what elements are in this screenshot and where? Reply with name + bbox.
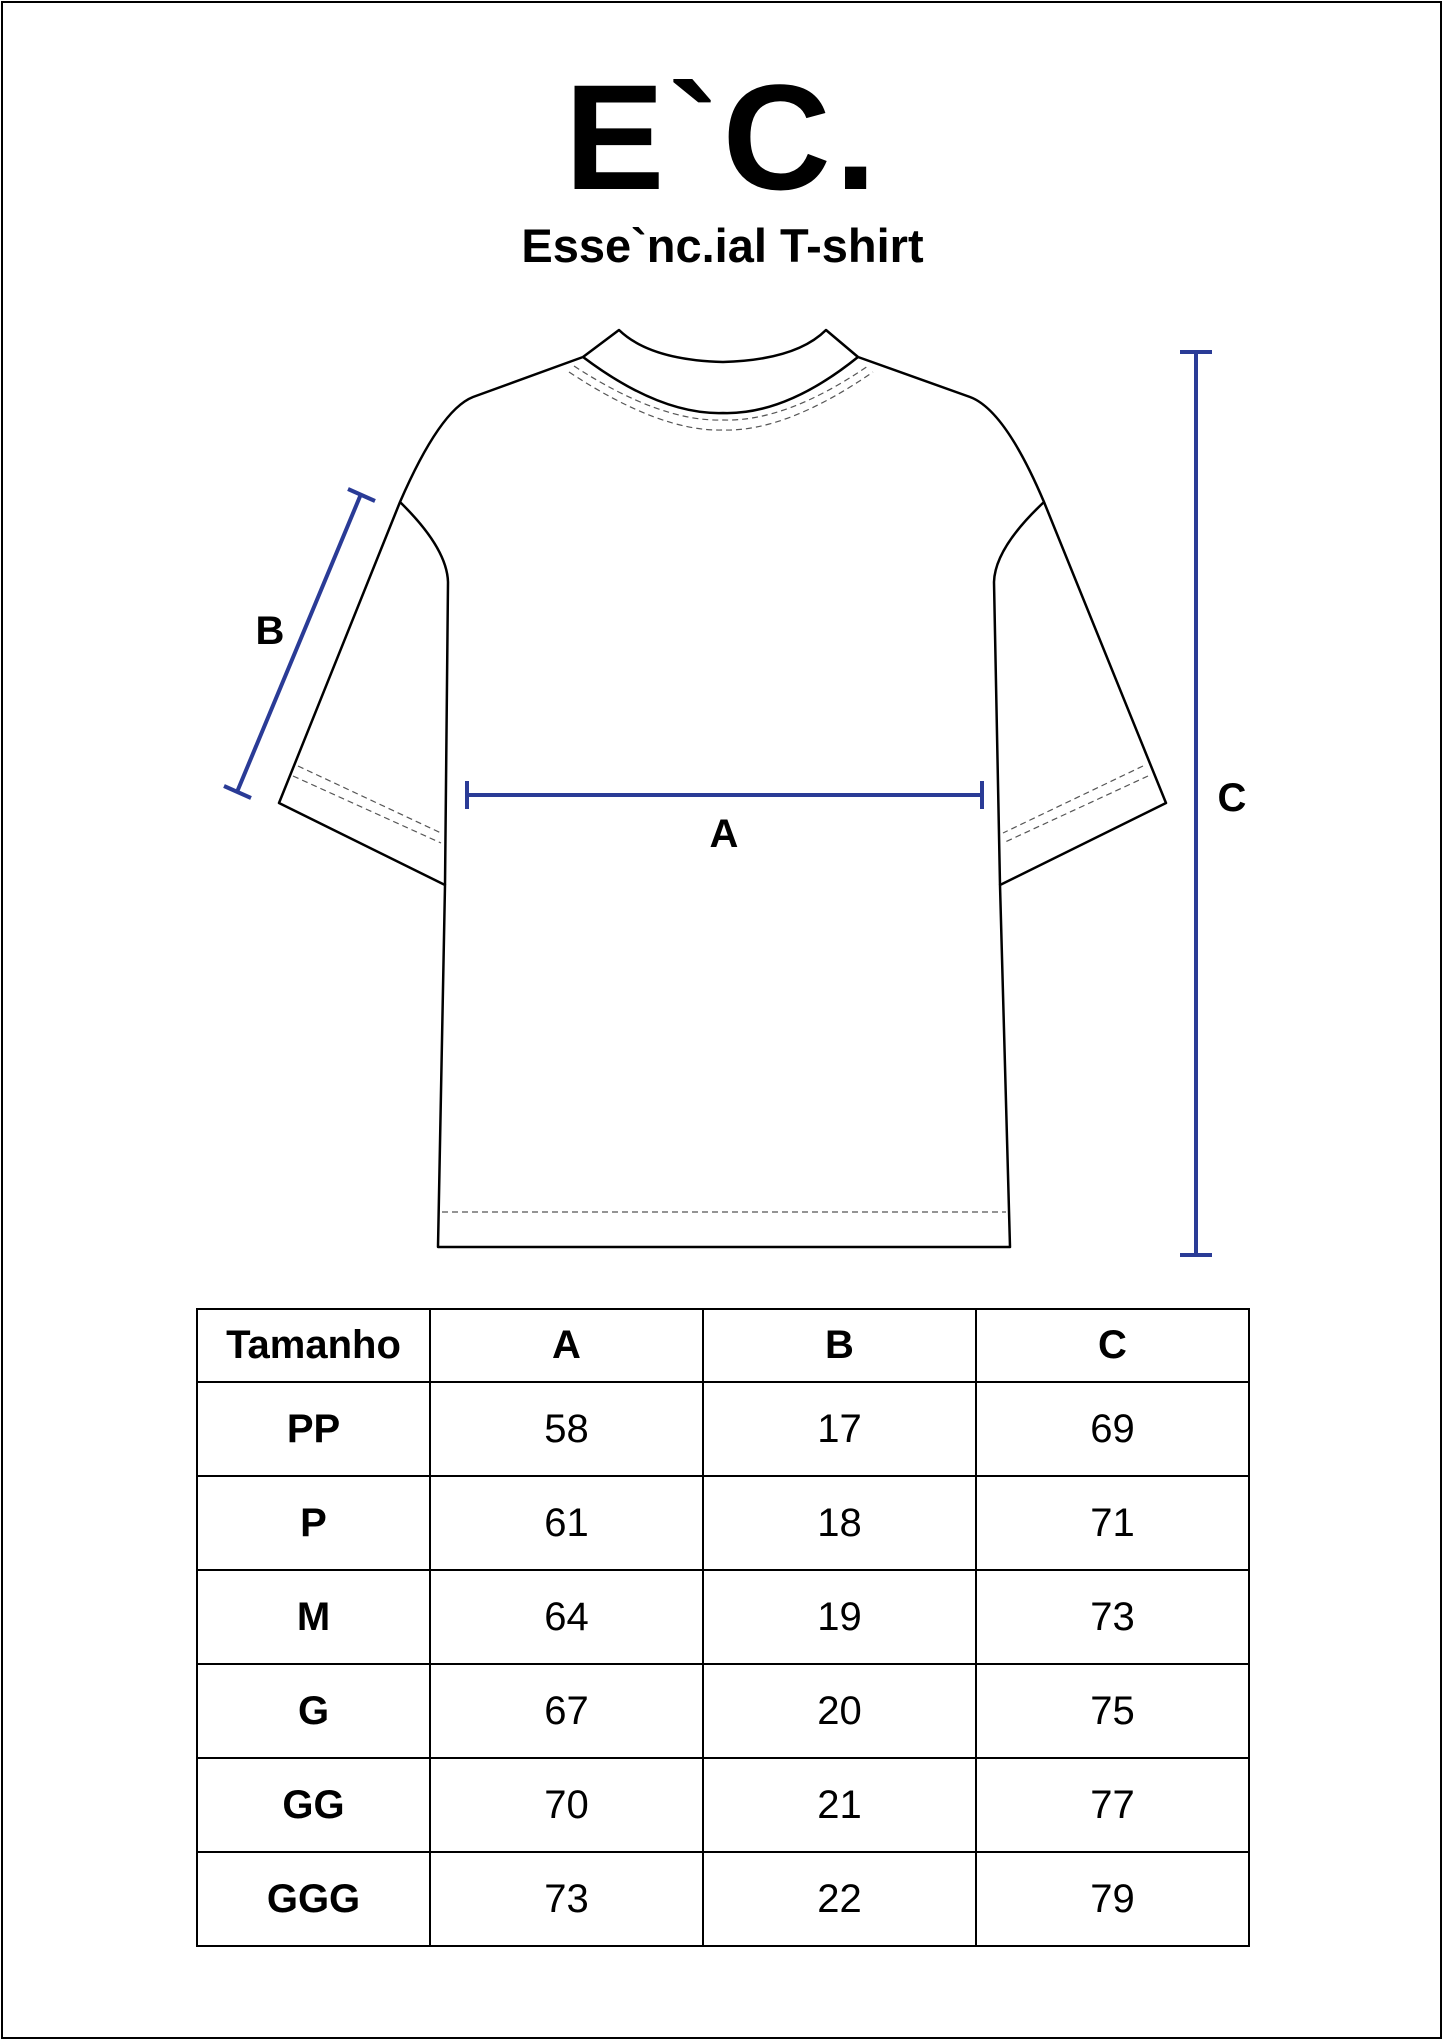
header-c: C [976, 1309, 1249, 1382]
size-cell: G [197, 1664, 430, 1758]
stitch-lines [293, 366, 1148, 1212]
b-cell: 21 [703, 1758, 976, 1852]
right-sleeve-stitch-2 [1003, 776, 1148, 843]
left-sleeve-stitch-2 [293, 776, 441, 843]
measure-a-line [467, 781, 982, 809]
c-cell: 71 [976, 1476, 1249, 1570]
table-row [197, 1758, 1249, 1852]
a-cell: 61 [430, 1476, 703, 1570]
a-cell: 73 [430, 1852, 703, 1946]
tshirt-body-outline [279, 357, 1166, 1247]
measure-a-label: A [709, 812, 739, 856]
a-cell: 67 [430, 1664, 703, 1758]
header-size: Tamanho [197, 1309, 430, 1382]
size-cell: GGG [197, 1852, 430, 1946]
c-cell: 75 [976, 1664, 1249, 1758]
a-cell: 70 [430, 1758, 703, 1852]
table-row [197, 1476, 1249, 1570]
c-cell: 73 [976, 1570, 1249, 1664]
b-cell: 18 [703, 1476, 976, 1570]
header-b: B [703, 1309, 976, 1382]
header-a: A [430, 1309, 703, 1382]
table-row [197, 1852, 1249, 1946]
measure-b-label: B [255, 609, 285, 653]
measurement-lines [224, 352, 1212, 1255]
size-cell: M [197, 1570, 430, 1664]
measure-c-line [1180, 352, 1212, 1255]
collar-stitch-2 [569, 372, 873, 430]
table-header-row [197, 1309, 1249, 1382]
a-cell: 64 [430, 1570, 703, 1664]
b-cell: 22 [703, 1852, 976, 1946]
size-table [196, 1308, 1250, 1947]
c-cell: 69 [976, 1382, 1249, 1476]
a-cell: 58 [430, 1382, 703, 1476]
tshirt-outline [279, 330, 1166, 1247]
table-row [197, 1570, 1249, 1664]
c-cell: 79 [976, 1852, 1249, 1946]
c-cell: 77 [976, 1758, 1249, 1852]
tshirt-collar-outer [583, 330, 858, 362]
size-cell: P [197, 1476, 430, 1570]
product-title: Esse`nc.ial T-shirt [521, 219, 924, 272]
brand-logo: E`C. [564, 53, 881, 221]
b-cell: 20 [703, 1664, 976, 1758]
right-sleeve-stitch-1 [1003, 766, 1143, 833]
table-row [197, 1382, 1249, 1476]
measure-c-label: C [1217, 776, 1247, 820]
b-cell: 19 [703, 1570, 976, 1664]
size-cell: PP [197, 1382, 430, 1476]
size-cell: GG [197, 1758, 430, 1852]
table-row [197, 1664, 1249, 1758]
b-cell: 17 [703, 1382, 976, 1476]
